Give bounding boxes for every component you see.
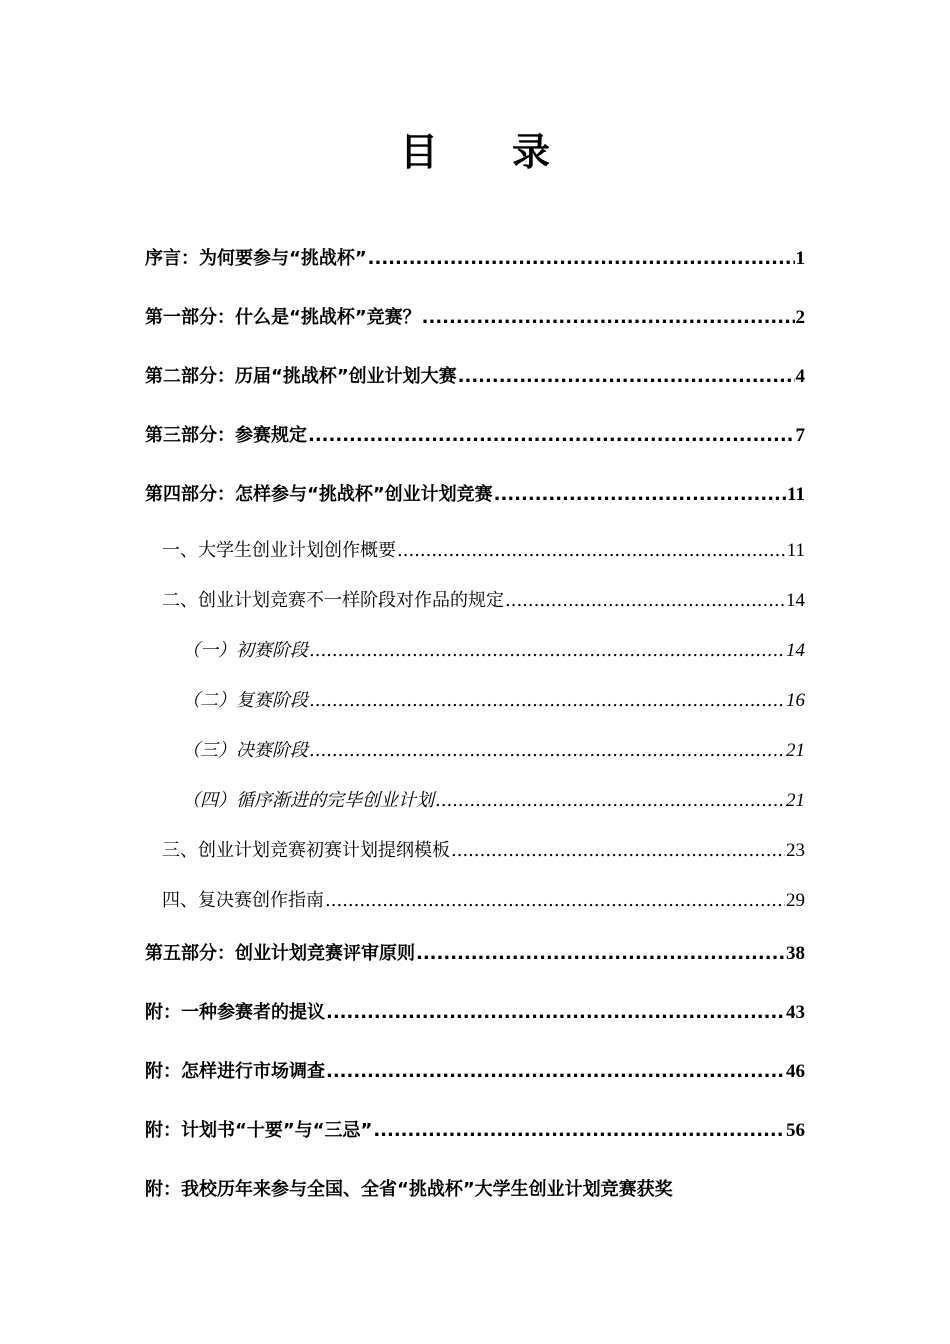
toc-leader-dots (422, 297, 795, 339)
toc-leader-dots (416, 933, 785, 975)
toc-leader-dots (505, 583, 785, 619)
toc-page-number: 46 (786, 1061, 805, 1082)
toc-page-number: 14 (786, 640, 805, 661)
toc-leader-dots (326, 992, 785, 1034)
toc-entry[interactable] (145, 683, 805, 733)
toc-page-number: 43 (786, 1002, 805, 1023)
toc-entry[interactable] (145, 1051, 805, 1110)
toc-entry[interactable] (145, 533, 805, 583)
table-of-contents (145, 238, 805, 1228)
toc-leader-dots (397, 533, 786, 569)
toc-entry-label: 第一部分：什么是“挑战杯”竞赛？ (145, 307, 421, 328)
toc-entry[interactable] (145, 238, 805, 297)
toc-entry[interactable] (145, 583, 805, 633)
toc-page-number: 1 (795, 248, 805, 269)
toc-entry[interactable] (145, 733, 805, 783)
toc-page-number: 56 (786, 1120, 805, 1141)
toc-page-number: 29 (786, 890, 805, 911)
toc-entry-label: 附：怎样进行市场调查 (145, 1061, 325, 1082)
toc-entry[interactable] (145, 415, 805, 474)
toc-leader-dots (435, 783, 785, 819)
toc-entry-label: 一、大学生创业计划创作概要 (162, 540, 396, 561)
toc-page-number: 11 (786, 540, 805, 561)
toc-leader-dots (373, 1110, 785, 1152)
toc-entry-label: 附：计划书“十要”与“三忌” (145, 1120, 373, 1141)
toc-entry[interactable] (145, 474, 805, 533)
toc-page-number: 21 (786, 790, 805, 811)
toc-leader-dots (326, 1051, 785, 1093)
toc-page-number: 14 (786, 590, 805, 611)
toc-entry-label: 第四部分：怎样参与“挑战杯”创业计划竞赛 (145, 484, 493, 505)
toc-leader-dots (458, 356, 795, 398)
toc-leader-dots (308, 415, 795, 457)
toc-leader-dots (368, 238, 795, 280)
toc-entry[interactable] (145, 783, 805, 833)
toc-page-number: 23 (786, 840, 805, 861)
toc-entry[interactable] (145, 833, 805, 883)
toc-entry-label: 第三部分：参赛规定 (145, 425, 307, 446)
toc-entry-label: 序言：为何要参与“挑战杯” (145, 248, 367, 269)
toc-entry[interactable] (145, 297, 805, 356)
toc-entry[interactable] (145, 992, 805, 1051)
toc-entry[interactable] (145, 356, 805, 415)
toc-entry-label: 第五部分：创业计划竞赛评审原则 (145, 943, 415, 964)
toc-leader-dots (309, 633, 785, 669)
toc-entry-label: 附：一种参赛者的提议 (145, 1002, 325, 1023)
toc-page-number: 11 (787, 484, 805, 505)
toc-entry[interactable] (145, 633, 805, 683)
toc-page-number: 4 (795, 366, 805, 387)
toc-page-number: 2 (795, 307, 805, 328)
toc-entry-label: 二、创业计划竞赛不一样阶段对作品的规定 (162, 590, 504, 611)
page-title: 目录 (399, 130, 624, 174)
toc-leader-dots (451, 833, 785, 869)
toc-entry-label: （四）循序渐进的完毕创业计划 (182, 790, 434, 811)
toc-entry-label: 三、创业计划竞赛初赛计划提纲模板 (162, 840, 450, 861)
toc-page-number: 38 (786, 943, 805, 964)
toc-page-number: 7 (795, 425, 805, 446)
toc-leader-dots (309, 733, 785, 769)
toc-leader-dots (309, 683, 785, 719)
toc-entry[interactable] (145, 1110, 805, 1169)
toc-entry[interactable] (145, 883, 805, 933)
toc-entry-label: （三）决赛阶段 (182, 740, 308, 761)
toc-leader-dots (325, 883, 785, 919)
toc-entry-label: 附：我校历年来参与全国、全省“挑战杯”大学生创业计划竞赛获奖 (145, 1179, 673, 1200)
toc-entry[interactable] (145, 1169, 805, 1228)
toc-entry-label: 四、复决赛创作指南 (162, 890, 324, 911)
toc-entry-label: （一）初赛阶段 (182, 640, 308, 661)
toc-leader-dots (494, 474, 786, 516)
toc-page-number: 21 (786, 740, 805, 761)
toc-entry[interactable] (145, 933, 805, 992)
toc-entry-label: 第二部分：历届“挑战杯”创业计划大赛 (145, 366, 457, 387)
toc-entry-label: （二）复赛阶段 (182, 690, 308, 711)
toc-page-number: 16 (786, 690, 805, 711)
